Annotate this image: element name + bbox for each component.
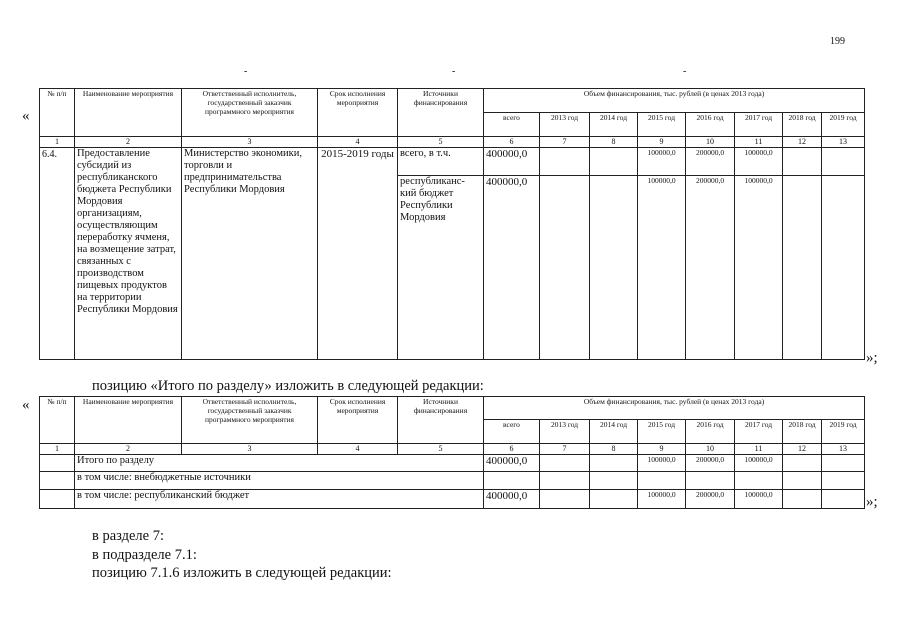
colnum: 11	[735, 137, 783, 148]
row-2015: 100000,0	[638, 455, 686, 472]
colnum: 5	[398, 137, 484, 148]
row-2015: 100000,0	[638, 176, 686, 360]
row-total	[484, 472, 540, 490]
header-executor: Ответственный исполнитель, государственный заказчик программного мероприятия	[182, 397, 318, 444]
empty-cell	[40, 455, 75, 472]
header-year-2017: 2017 год	[735, 113, 783, 137]
colnum: 6	[484, 137, 540, 148]
scan-artifact: -	[452, 66, 456, 77]
row-2018	[783, 176, 822, 360]
colnum: 13	[822, 137, 865, 148]
row-name: Предоставление субсидий из республиканского бюджета Республики Мордовия организациям, осуществляющим переработку ячменя, на возмещение затрат, связанных с производством пищевых продуктов на территории Республики Мордовия	[75, 148, 182, 360]
empty-cell	[590, 455, 638, 472]
header-year-2019: 2019 год	[822, 113, 865, 137]
empty-cell	[783, 472, 822, 490]
paragraph-subsection-7-1: в подразделе 7.1:	[92, 547, 197, 563]
financing-table-itogo	[39, 396, 865, 509]
row-label: Итого по разделу	[75, 455, 484, 472]
row-source: республиканс-кий бюджет Республики Мордовия	[398, 176, 484, 360]
colnum: 4	[318, 444, 398, 455]
header-year-2018: 2018 год	[783, 420, 822, 444]
header-name: Наименование мероприятия	[75, 397, 182, 444]
colnum: 6	[484, 444, 540, 455]
colnum: 13	[822, 444, 865, 455]
row-source: всего, в т.ч.	[398, 148, 484, 176]
row-total: 400000,0	[484, 490, 540, 509]
empty-cell	[822, 472, 865, 490]
header-year-2016: 2016 год	[686, 113, 735, 137]
header-num: № п/п	[40, 397, 75, 444]
empty-cell	[540, 455, 590, 472]
header-term: Срок исполнения мероприятия	[318, 397, 398, 444]
colnum: 9	[638, 444, 686, 455]
row-2015	[638, 472, 686, 490]
header-source: Источники финансирования	[398, 397, 484, 444]
row-2017: 100000,0	[735, 148, 783, 176]
empty-cell	[822, 490, 865, 509]
colnum: 4	[318, 137, 398, 148]
row-2017: 100000,0	[735, 176, 783, 360]
colnum: 8	[590, 444, 638, 455]
empty-cell	[783, 455, 822, 472]
row-total: 400000,0	[484, 176, 540, 360]
row-2016: 200000,0	[686, 148, 735, 176]
empty-cell	[590, 490, 638, 509]
page-number: 199	[830, 36, 845, 47]
header-year-2013: 2013 год	[540, 113, 590, 137]
header-source: Источники финансирования	[398, 89, 484, 137]
paragraph-position-7-1-6: позицию 7.1.6 изложить в следующей редакции:	[92, 565, 392, 581]
row-2019	[822, 176, 865, 360]
header-year-2015: 2015 год	[638, 420, 686, 444]
row-num: 6.4.	[40, 148, 75, 360]
financing-table-6-4	[39, 88, 865, 360]
row-label: в том числе: республиканский бюджет	[75, 490, 484, 509]
paragraph-section-7: в разделе 7:	[92, 528, 165, 544]
colnum: 7	[540, 444, 590, 455]
header-total: всего	[484, 113, 540, 137]
row-2016	[686, 472, 735, 490]
header-year-2014: 2014 год	[590, 420, 638, 444]
open-quote: «	[22, 108, 30, 124]
open-quote: «	[22, 397, 30, 413]
row-term: 2015-2019 годы	[318, 148, 398, 360]
header-year-2013: 2013 год	[540, 420, 590, 444]
empty-cell	[540, 490, 590, 509]
row-2014	[590, 148, 638, 176]
colnum: 3	[182, 137, 318, 148]
colnum: 3	[182, 444, 318, 455]
colnum: 7	[540, 137, 590, 148]
row-2013	[540, 176, 590, 360]
row-2015: 100000,0	[638, 148, 686, 176]
row-2014	[590, 176, 638, 360]
paragraph-itogo: позицию «Итого по разделу» изложить в следующей редакции:	[92, 378, 484, 394]
row-2016: 200000,0	[686, 490, 735, 509]
row-2016: 200000,0	[686, 176, 735, 360]
row-2016: 200000,0	[686, 455, 735, 472]
row-label: в том числе: внебюджетные источники	[75, 472, 484, 490]
colnum: 1	[40, 137, 75, 148]
colnum: 10	[686, 137, 735, 148]
header-term: Срок исполнения мероприятия	[318, 89, 398, 137]
row-2017: 100000,0	[735, 455, 783, 472]
scan-artifact: -	[683, 66, 687, 77]
header-num: № п/п	[40, 89, 75, 137]
colnum: 12	[783, 444, 822, 455]
header-name: Наименование мероприятия	[75, 89, 182, 137]
row-2018	[783, 148, 822, 176]
empty-cell	[783, 490, 822, 509]
row-total: 400000,0	[484, 455, 540, 472]
empty-cell	[540, 472, 590, 490]
colnum: 1	[40, 444, 75, 455]
colnum: 9	[638, 137, 686, 148]
colnum: 2	[75, 137, 182, 148]
row-2017	[735, 472, 783, 490]
colnum: 10	[686, 444, 735, 455]
empty-cell	[40, 472, 75, 490]
scan-artifact: -	[244, 66, 248, 77]
header-volume: Объем финансирования, тыс. рублей (в ценах 2013 года)	[484, 89, 865, 113]
header-year-2018: 2018 год	[783, 113, 822, 137]
colnum: 11	[735, 444, 783, 455]
row-2017: 100000,0	[735, 490, 783, 509]
row-2013	[540, 148, 590, 176]
empty-cell	[590, 472, 638, 490]
colnum: 5	[398, 444, 484, 455]
row-2019	[822, 148, 865, 176]
row-executor: Министерство экономики, торговли и предпринимательства Республики Мордовия	[182, 148, 318, 360]
row-2015: 100000,0	[638, 490, 686, 509]
close-quote: »;	[866, 494, 878, 510]
colnum: 2	[75, 444, 182, 455]
colnum: 12	[783, 137, 822, 148]
header-year-2015: 2015 год	[638, 113, 686, 137]
header-executor: Ответственный исполнитель, государственный заказчик программного мероприятия	[182, 89, 318, 137]
header-year-2016: 2016 год	[686, 420, 735, 444]
row-total: 400000,0	[484, 148, 540, 176]
empty-cell	[822, 455, 865, 472]
close-quote: »;	[866, 350, 878, 366]
header-volume: Объем финансирования, тыс. рублей (в ценах 2013 года)	[484, 397, 865, 420]
header-year-2014: 2014 год	[590, 113, 638, 137]
header-total: всего	[484, 420, 540, 444]
empty-cell	[40, 490, 75, 509]
colnum: 8	[590, 137, 638, 148]
header-year-2017: 2017 год	[735, 420, 783, 444]
header-year-2019: 2019 год	[822, 420, 865, 444]
